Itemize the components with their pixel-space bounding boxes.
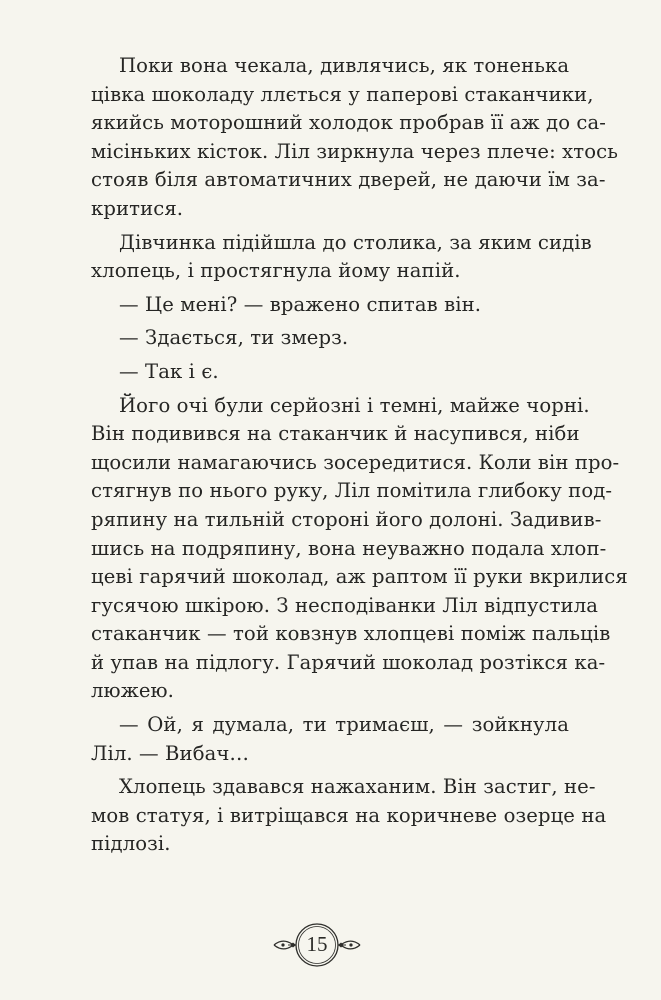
dialogue-line	[91, 358, 569, 387]
text-line: стягнув по нього руку, Ліл помітила глибоку под-	[91, 479, 613, 503]
dialogue-line	[91, 711, 569, 768]
text-line: Дівчинка підійшла до столика, за яким сидів	[119, 230, 592, 254]
text-line: Його очі були серйозні і темні, майже чорні.	[119, 393, 590, 417]
dialogue-line	[91, 324, 569, 353]
text-line: місіньких кісток. Ліл зиркнула через плече: хтось	[91, 139, 618, 163]
body-text	[91, 52, 628, 859]
text-line: Хлопець здавався нажаханим. Він застиг, не-	[119, 775, 596, 799]
text-line: критися.	[91, 196, 184, 220]
text-line: цеві гарячий шоколад, аж раптом її руки вкрилися	[91, 565, 628, 589]
paragraph	[91, 773, 607, 859]
text-line: стаканчик — той ковзнув хлопцеві поміж пальців	[91, 622, 611, 646]
text-line: цівка шоколаду ллється у паперові стаканчики,	[91, 82, 594, 106]
text-line: якийсь моторошний холодок пробрав її аж до са-	[91, 111, 606, 135]
text-line: — Здається, ти змерз.	[119, 326, 349, 350]
paragraph	[91, 52, 618, 224]
text-line: ряпину на тильній стороні його долоні. Задивив-	[91, 507, 602, 531]
text-line: Поки вона чекала, дивлячись, як тоненька	[119, 54, 570, 77]
page-number-ornament	[270, 920, 364, 970]
text-line: щосили намагаючись зосередитися. Коли він про-	[91, 450, 620, 474]
text-line: й упав на підлогу. Гарячий шоколад розтікся ка-	[91, 650, 606, 674]
text-line: шись на подряпину, вона неуважно подала хлоп-	[91, 536, 607, 560]
dialogue-line	[91, 291, 569, 320]
paragraph	[91, 392, 628, 707]
text-line: — Це мені? — вражено спитав він.	[119, 292, 482, 316]
text-line: мов статуя, і витріщався на коричневе озерце на	[91, 803, 607, 827]
text-line: підлозі.	[91, 832, 171, 856]
text-line: хлопець, і простягнула йому напій.	[91, 259, 461, 283]
text-line: стояв біля автоматичних дверей, не даючи їм за-	[91, 168, 606, 192]
text-line: Він подивився на стаканчик й насупився, ніби	[91, 422, 580, 446]
text-line: — Так і є.	[119, 359, 219, 383]
text-line: — Ой, я думала, ти тримаєш, — зойкнула	[119, 713, 569, 737]
page-number: 15	[306, 932, 328, 956]
text-line: люжею.	[91, 679, 175, 703]
paragraph	[91, 229, 592, 286]
text-line: гусячою шкірою. З несподіванки Ліл відпустила	[91, 593, 599, 617]
text-line: Ліл. — Вибач…	[91, 741, 250, 765]
